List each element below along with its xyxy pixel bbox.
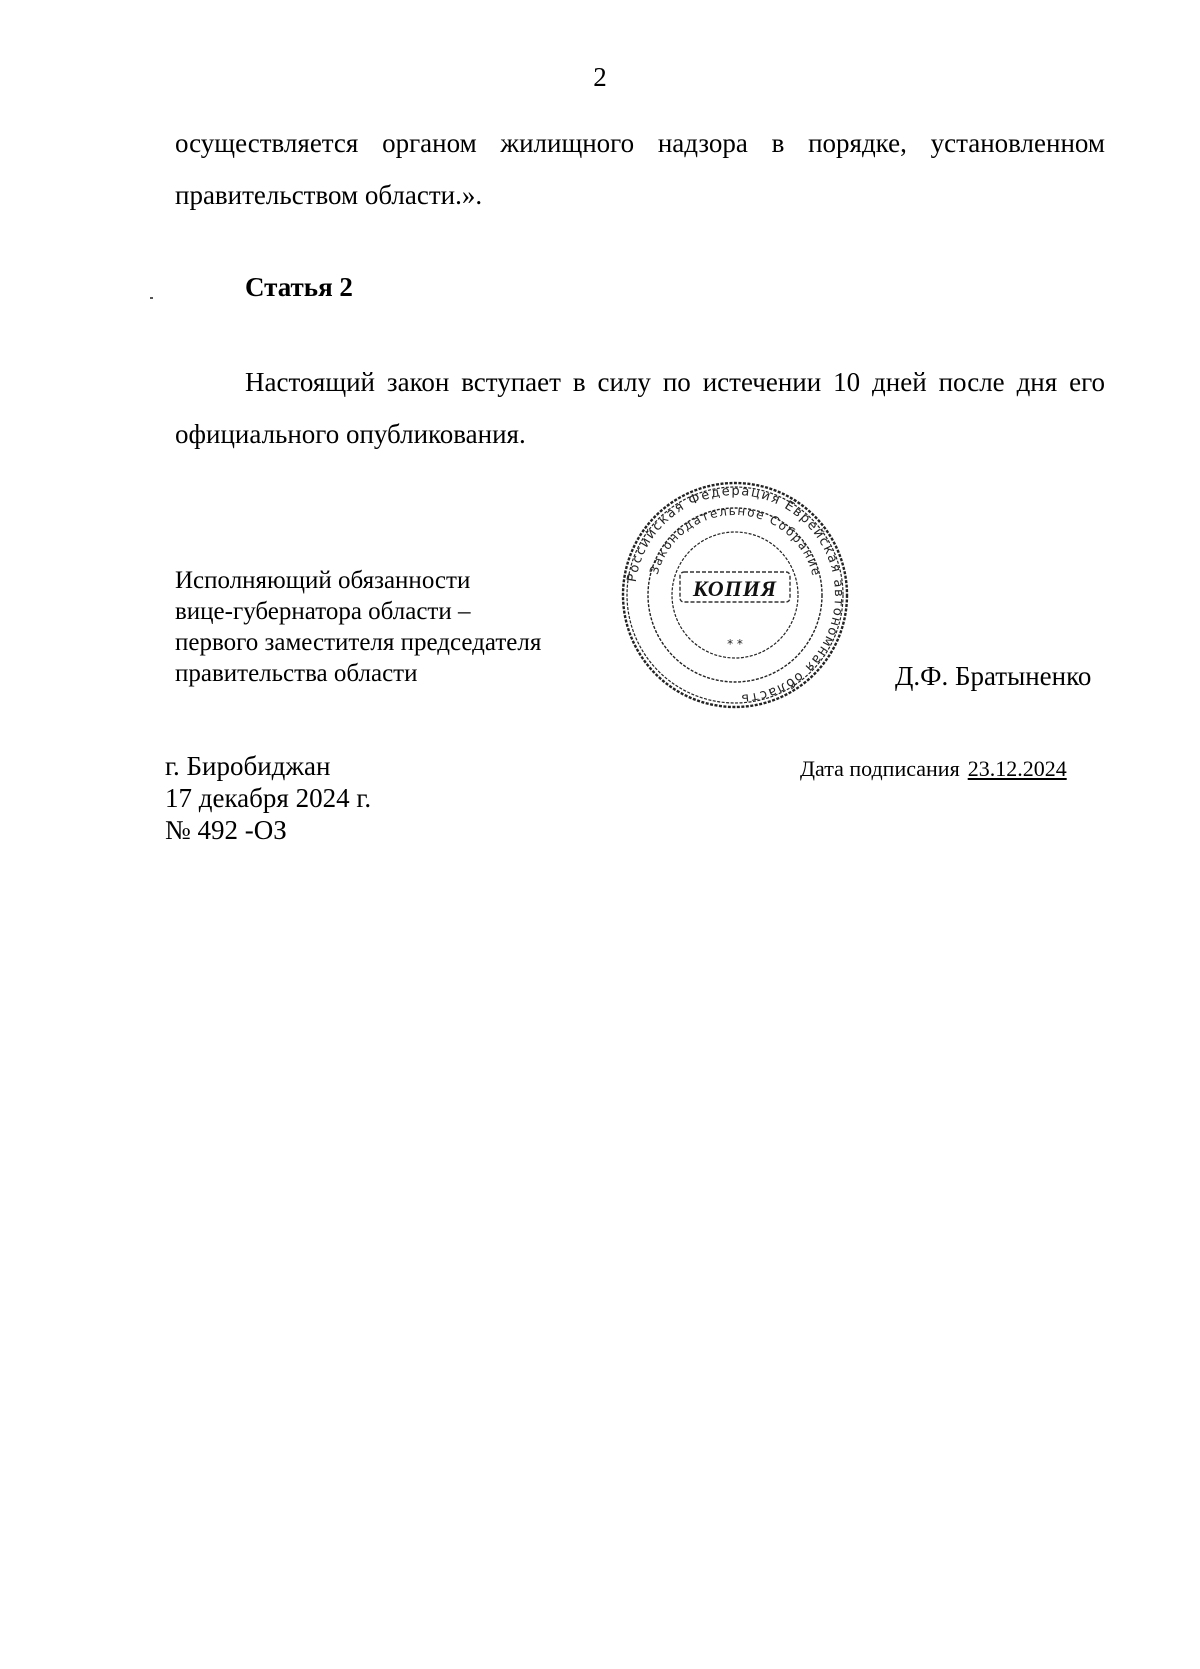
law-number: № 492 -ОЗ: [165, 815, 287, 845]
article-2-text: Настоящий закон вступает в силу по истечении 10 дней после дня его официального опубликования.: [175, 367, 1105, 449]
signatory-title: [175, 565, 541, 689]
seal-center-text: КОПИЯ: [692, 576, 778, 601]
signatory-title-line-3: первого заместителя председателя: [175, 629, 542, 656]
seal-inner-text: Законодательное Собрание: [646, 503, 824, 579]
signing-date-label: Дата подписания: [800, 756, 960, 781]
article-heading: Статья 2: [245, 272, 353, 302]
scan-speck: [150, 297, 153, 299]
seal-stars: * *: [727, 637, 743, 651]
signatory-title-line-1: Исполняющий обязанности: [175, 567, 471, 594]
official-seal: [620, 480, 850, 710]
page-number: 2: [593, 62, 607, 92]
paragraph-continuation-line-2: правительством области.».: [175, 180, 483, 210]
place-date-number: [165, 750, 371, 846]
signer-name: Д.Ф. Братыненко: [895, 661, 1092, 691]
seal-outer-text: Российская Федерация Еврейская автономная область: [624, 483, 847, 706]
paragraph-continuation: [175, 117, 1105, 221]
adoption-date: 17 декабря 2024 г.: [165, 783, 372, 813]
signing-date: [800, 755, 1067, 783]
paragraph-continuation-line-1: осуществляется органом жилищного надзора в порядке, установленном: [175, 128, 1105, 158]
signatory-title-line-4: правительства области: [175, 660, 418, 687]
city: г. Биробиджан: [165, 751, 331, 781]
signatory-title-line-2: вице-губернатора области –: [175, 598, 471, 625]
signing-date-value: 23.12.2024: [967, 756, 1067, 781]
